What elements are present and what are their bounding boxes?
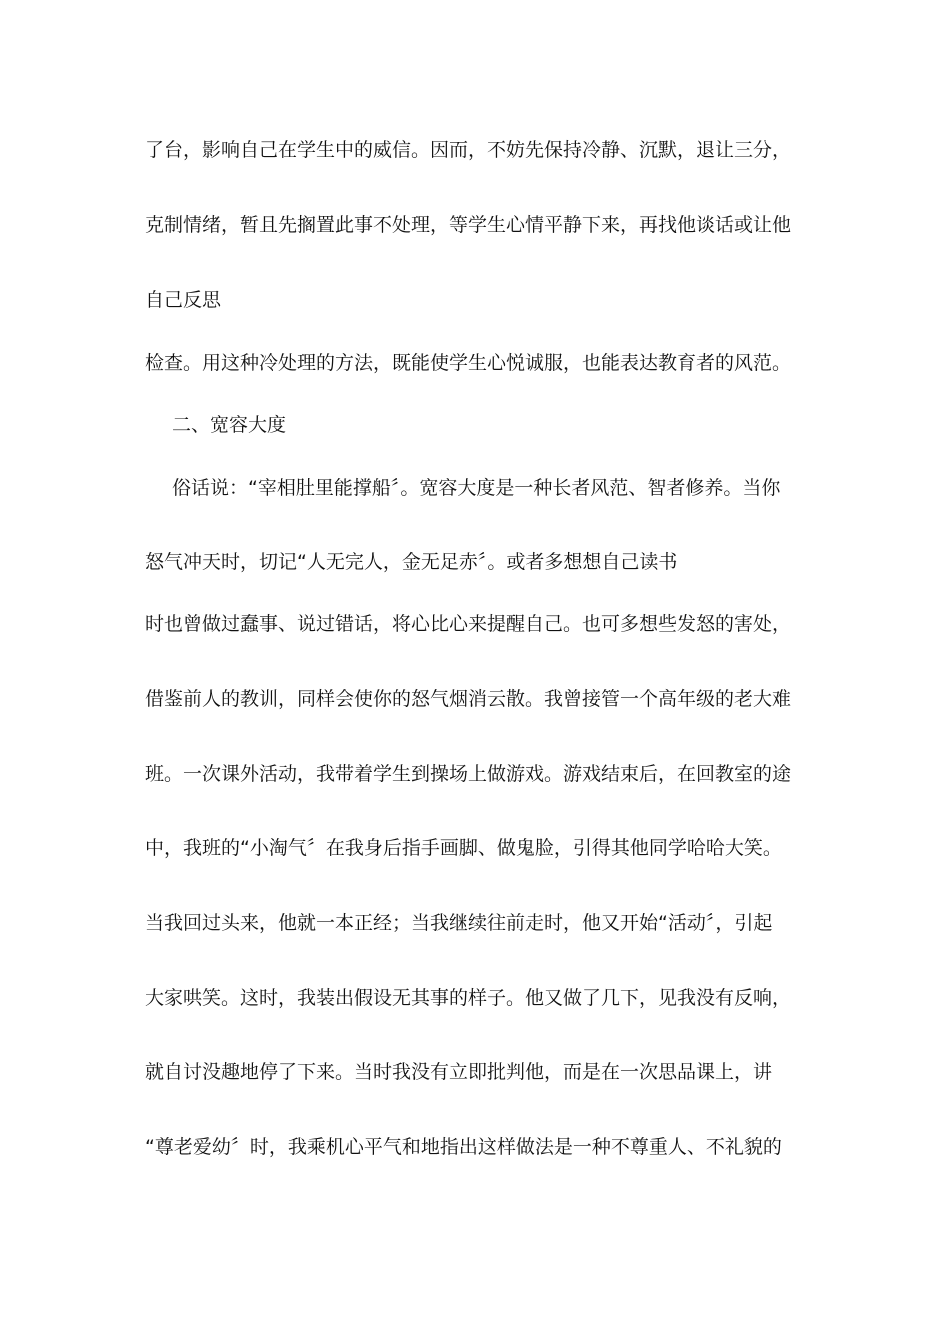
paragraph-line-14: “尊老爱幼〞时，我乘机心平气和地指出这样做法是一种不尊重人、不礼貌的 xyxy=(145,1136,782,1158)
paragraph-line-8: 借鉴前人的教训，同样会使你的怒气烟消云散。我曾接管一个高年级的老大难 xyxy=(145,688,792,710)
section-heading: 二、宽容大度 xyxy=(172,414,287,436)
paragraph-line-12: 大家哄笑。这时，我装出假设无其事的样子。他又做了几下，见我没有反响， xyxy=(145,987,792,1009)
paragraph-line-5: 俗话说：“宰相肚里能撑船〞。宽容大度是一种长者风范、智者修养。当你 xyxy=(172,477,781,499)
paragraph-line-2: 克制情绪，暂且先搁置此事不处理，等学生心情平静下来，再找他谈话或让他 xyxy=(145,214,792,236)
paragraph-line-11: 当我回过头来，他就一本正经；当我继续往前走时，他又开始“活动〞，引起 xyxy=(145,912,773,934)
paragraph-line-9: 班。一次课外活动，我带着学生到操场上做游戏。游戏结束后，在回教室的途 xyxy=(145,763,792,785)
paragraph-line-1: 了台，影响自己在学生中的威信。因而，不妨先保持冷静、沉默，退让三分， xyxy=(145,139,792,161)
paragraph-line-7: 时也曾做过蠢事、说过错话，将心比心来提醒自己。也可多想些发怒的害处， xyxy=(145,613,792,635)
paragraph-line-4: 检查。用这种冷处理的方法，既能使学生心悦诚服，也能表达教育者的风范。 xyxy=(145,352,792,374)
paragraph-line-10: 中，我班的“小淘气〞在我身后指手画脚、做鬼脸，引得其他同学哈哈大笑。 xyxy=(145,837,782,859)
paragraph-line-3: 自己反思 xyxy=(145,289,222,311)
paragraph-line-13: 就自讨没趣地停了下来。当时我没有立即批判他，而是在一次思品课上，讲 xyxy=(145,1061,773,1083)
paragraph-line-6: 怒气冲天时，切记“人无完人，金无足赤〞。或者多想想自己读书 xyxy=(145,551,678,573)
